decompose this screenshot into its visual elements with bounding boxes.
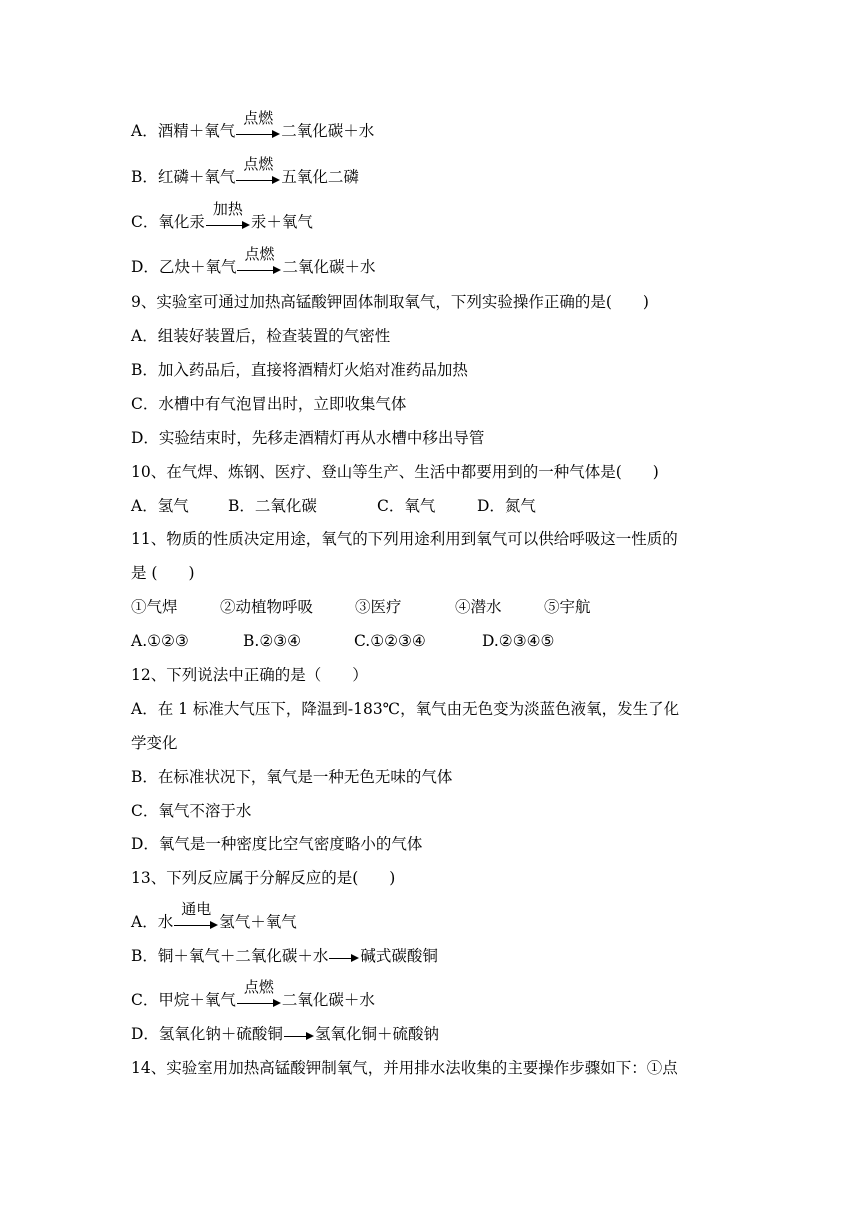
q11-stem-line2: 是 ( ) bbox=[131, 564, 195, 582]
q13-option-b bbox=[131, 946, 820, 966]
q10-option-c: C．氧气 bbox=[377, 497, 436, 515]
arrow-condition: 点燃 bbox=[243, 978, 274, 996]
q9-stem: 9、实验室可通过加热高锰酸钾固体制取氧气，下列实验操作正确的是( ) bbox=[131, 293, 649, 311]
q8-b-letter: B． bbox=[131, 168, 158, 186]
q13-c-reactants: 甲烷＋氧气 bbox=[158, 991, 236, 1009]
q8-option-c bbox=[131, 200, 820, 232]
arrow-condition: 点燃 bbox=[243, 155, 274, 173]
reaction-arrow bbox=[236, 109, 280, 141]
q8-c-reactants: 氧化汞 bbox=[158, 213, 205, 231]
q13-a-products: 氢气＋氧气 bbox=[219, 913, 297, 931]
q13-option-a bbox=[131, 900, 820, 932]
q9-option-c: C．水槽中有气泡冒出时，立即收集气体 bbox=[131, 395, 407, 413]
q12-option-b: B．在标准状况下，氧气是一种无色无味的气体 bbox=[131, 768, 453, 786]
q10-stem: 10、在气焊、炼钢、医疗、登山等生产、生活中都要用到的一种气体是( ) bbox=[131, 463, 659, 481]
q8-c-products: 汞＋氧气 bbox=[250, 213, 313, 231]
q8-option-b bbox=[131, 155, 820, 187]
q8-a-products: 二氧化碳＋水 bbox=[281, 122, 375, 140]
q10-option-b: B．二氧化碳 bbox=[228, 497, 317, 515]
q8-a-letter: A． bbox=[131, 122, 158, 140]
arrow-condition: 通电 bbox=[181, 900, 212, 918]
q8-d-products: 二氧化碳＋水 bbox=[282, 258, 376, 276]
reaction-arrow bbox=[206, 200, 250, 232]
q12-option-c: C．氧气不溶于水 bbox=[131, 802, 252, 820]
arrow-condition: 点燃 bbox=[243, 109, 274, 127]
q11-option-b: B.②③④ bbox=[243, 632, 302, 650]
long-arrow-icon bbox=[329, 946, 359, 966]
q12-option-a-line1: A．在 1 标准大气压下，降温到-183℃，氧气由无色变为淡蓝色液氧，发生了化 bbox=[131, 700, 680, 718]
reaction-arrow bbox=[237, 245, 281, 277]
q13-a-reactants: 水 bbox=[157, 913, 174, 931]
q8-b-reactants: 红磷＋氧气 bbox=[157, 168, 236, 186]
q11-item-4: ④潜水 bbox=[455, 598, 502, 616]
q13-a-letter: A． bbox=[131, 913, 158, 931]
q14-stem: 14、实验室用加热高锰酸钾制氧气，并用排水法收集的主要操作步骤如下：①点 bbox=[131, 1059, 678, 1077]
q12-option-a-line2: 学变化 bbox=[131, 734, 178, 752]
q13-d-products: 氢氧化铜＋硫酸钠 bbox=[314, 1025, 439, 1043]
q9-option-a: A．组装好装置后，检查装置的气密性 bbox=[131, 327, 391, 345]
q11-option-a: A.①②③ bbox=[131, 632, 189, 650]
long-arrow-icon bbox=[284, 1024, 314, 1044]
q8-b-products: 五氧化二磷 bbox=[281, 168, 359, 186]
q10-options bbox=[131, 496, 820, 516]
q13-stem: 13、下列反应属于分解反应的是( ) bbox=[131, 869, 396, 887]
q12-stem: 12、下列说法中正确的是（ ） bbox=[131, 666, 368, 684]
q11-item-5: ⑤宇航 bbox=[544, 598, 591, 616]
q10-option-a: A．氢气 bbox=[131, 497, 189, 515]
q13-b-products: 碱式碳酸铜 bbox=[360, 947, 438, 965]
q9-option-b: B．加入药品后，直接将酒精灯火焰对准药品加热 bbox=[131, 361, 468, 379]
q13-c-letter: C． bbox=[131, 991, 159, 1009]
q8-option-a bbox=[131, 109, 820, 141]
arrow-condition: 点燃 bbox=[244, 245, 275, 263]
q13-option-d bbox=[131, 1024, 820, 1044]
reaction-arrow bbox=[237, 978, 281, 1010]
q11-option-d: D.②③④⑤ bbox=[482, 632, 555, 650]
q11-item-1: ①气焊 bbox=[131, 598, 178, 616]
reaction-arrow bbox=[236, 155, 280, 187]
q10-option-d: D．氮气 bbox=[477, 497, 536, 515]
q9-option-d: D．实验结束时，先移走酒精灯再从水槽中移出导管 bbox=[131, 429, 485, 447]
reaction-arrow bbox=[174, 900, 218, 932]
q11-item-2: ②动植物呼吸 bbox=[220, 598, 314, 616]
q8-c-letter: C． bbox=[131, 213, 159, 231]
q8-option-d bbox=[131, 245, 820, 277]
q11-stem-line1: 11、物质的性质决定用途，氧气的下列用途利用到氧气可以供给呼吸这一性质的 bbox=[131, 530, 678, 548]
q11-option-c: C.①②③④ bbox=[354, 632, 426, 650]
q13-option-c bbox=[131, 978, 820, 1010]
q13-d-reactants: D．氢氧化钠＋硫酸铜 bbox=[131, 1025, 283, 1043]
q11-item-3: ③医疗 bbox=[355, 598, 402, 616]
q11-items bbox=[131, 597, 820, 617]
q8-d-letter: D． bbox=[131, 258, 159, 276]
q13-b-reactants: B．铜＋氧气＋二氧化碳＋水 bbox=[131, 947, 329, 965]
q8-d-reactants: 乙炔＋氧气 bbox=[158, 258, 237, 276]
q11-options bbox=[131, 631, 820, 651]
q13-c-products: 二氧化碳＋水 bbox=[281, 991, 375, 1009]
arrow-condition: 加热 bbox=[212, 200, 243, 218]
q12-option-d: D．氧气是一种密度比空气密度略小的气体 bbox=[131, 835, 423, 853]
q8-a-reactants: 酒精＋氧气 bbox=[157, 122, 236, 140]
